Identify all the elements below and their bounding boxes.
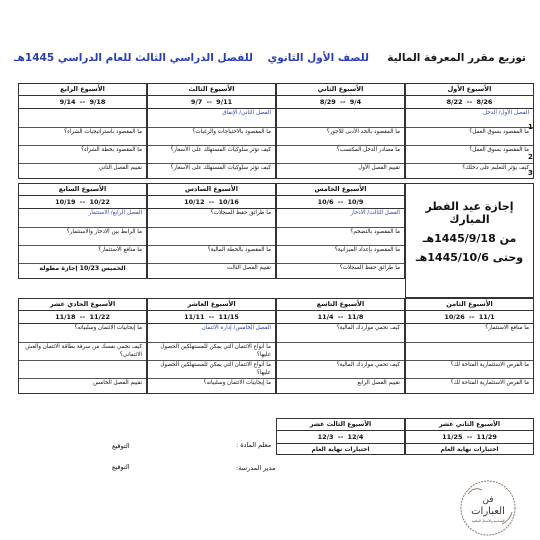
week-dates: 9/7 -- 9/11 [148, 96, 275, 109]
lesson-row [277, 109, 404, 128]
week-cell [276, 83, 405, 179]
exam-text: اختبارات نهاية العام [440, 446, 499, 453]
row-number: 1 [528, 123, 533, 131]
lesson-row: ما المقصود بالحد الأدنى للأجور؟ [277, 128, 404, 146]
lesson-row: ما المقصود بالاحتياجات والرغبات؟ [148, 128, 275, 146]
week-dates: 10/19 -- 10/22 [19, 196, 146, 209]
lesson-row: كيف تؤثر سلوكيات المستهلك على الأسعار؟ [170, 165, 271, 171]
exam-label: الأسبوع الثاني عشر [406, 419, 533, 431]
lesson-row: كيف تحمي مواردك المالية؟ [277, 361, 404, 379]
week-label: الأسبوع الرابع [19, 84, 146, 96]
week-dates: 11/4 -- 11/8 [277, 311, 404, 324]
logo-line1: فن [482, 495, 494, 505]
publisher-logo [452, 478, 524, 536]
signature-label-2: التوقيع [112, 463, 130, 471]
week-dates: 11/11 -- 11/15 [148, 311, 275, 324]
lesson-row: ما مصادر الدخل المكتسب؟ [277, 146, 404, 164]
lesson-row: ما الفرص الاستثمارية المتاحة لك؟ [406, 361, 533, 379]
lesson-row [277, 343, 404, 361]
week-dates: 9/14 -- 9/18 [19, 96, 146, 109]
lesson-row: ما إيجابيات الائتمان وسلبياته؟ [19, 324, 146, 343]
week-label: الأسبوع الخامس [277, 184, 404, 196]
lesson-row: الفصل الأول/ الدخل [406, 109, 533, 128]
exam-week-cell [276, 418, 405, 455]
lesson-row: ما المقصود بسوق العمل؟ [406, 146, 533, 164]
holiday-line2: من 1445/9/18هـ [422, 232, 517, 245]
lesson-row: ما المقصود بإعداد الميزانية؟ [277, 246, 404, 264]
exam-label: الأسبوع الثالث عشر [277, 419, 404, 431]
lesson-row: ما منافع الاستثمار؟ [406, 324, 533, 343]
week-dates: 10/26 -- 11/1 [406, 311, 533, 324]
week-cell [18, 298, 147, 394]
lesson-row: ما الرابط بين الادخار والاستثمار؟ [19, 228, 146, 246]
exam-dates: 11/25 -- 11/29 [406, 431, 533, 444]
lesson-row: كيف تؤثر سلوكيات المستهلك على الأسعار؟ [148, 146, 275, 164]
week-label: الأسبوع السادس [148, 184, 275, 196]
week-cell [276, 298, 405, 394]
week-cell [147, 183, 276, 279]
lesson-row: ما أنواع الائتمان التي يمكن للمستهلكين الحصول عليها؟ [148, 343, 275, 361]
week-label: الأسبوع العاشر [148, 299, 275, 311]
lesson-row [19, 361, 146, 379]
week-cell [405, 83, 534, 179]
week-label: الأسبوع السابع [19, 184, 146, 196]
week-label: الأسبوع الثالث [148, 84, 275, 96]
week-label: الأسبوع الثامن [406, 299, 533, 311]
row-number: 3 [528, 169, 533, 177]
week-dates: 11/18 -- 11/22 [19, 311, 146, 324]
title-term: للفصل الدراسي الثالث للعام الدراسي 1445هـ [14, 52, 253, 64]
lesson-row: تقييم الفصل الخامس [93, 380, 142, 386]
week-cell [405, 298, 534, 394]
week-label: الأسبوع الثاني [277, 84, 404, 96]
lesson-row: ما أنواع الائتمان التي يمكن للمستهلكين الحصول عليها؟ [148, 361, 275, 379]
lesson-row: ما المقصود باستراتيجيات الشراء؟ [19, 128, 146, 146]
week-dates: 10/6 -- 10/9 [277, 196, 404, 209]
lesson-row [19, 109, 146, 128]
week-dates: 8/22 -- 8/26 [406, 96, 533, 109]
week-dates: 8/29 -- 9/4 [277, 96, 404, 109]
lesson-row: ما طرائق حفظ السجلات؟ [148, 209, 275, 228]
lesson-row: ما المقصود بسوق العمل؟ [406, 128, 533, 146]
lesson-row: الفصل الرابع/ الاستثمار [19, 209, 146, 228]
lesson-row: تقييم الفصل الرابع [357, 380, 400, 386]
week-cell [18, 83, 147, 179]
exam-week-cell [405, 418, 534, 455]
lesson-row: ما منافع الاستثمار؟ [19, 246, 146, 264]
lesson-row: الخميس 10/23 إجازة مطولة [39, 265, 126, 272]
lesson-row: كيف تحمي مواردك المالية؟ [277, 324, 404, 343]
holiday-line1: إجازة عيد الفطر المبارك [425, 200, 514, 226]
lesson-row: ما المقصود بالتضخم؟ [277, 228, 404, 246]
week-label: الأسبوع التاسع [277, 299, 404, 311]
logo-line3: للتصاميم والأعمال المكتبية [471, 519, 505, 523]
exam-text: اختبارات نهاية العام [311, 446, 370, 453]
lesson-row: ما المقصود بالخطة المالية؟ [148, 246, 275, 264]
title-subject: توزيع مقرر المعرفة المالية [387, 52, 526, 64]
schedule-table [14, 83, 534, 478]
lesson-row: ما المقصود بخطة الشراء؟ [19, 146, 146, 164]
page-title [0, 52, 540, 64]
exam-dates: 12/3 -- 12/4 [277, 431, 404, 444]
holiday-line3: وحتى 1445/10/6هـ [415, 251, 524, 264]
lesson-row: الفصل الثالث/ الادخار [277, 209, 404, 228]
row-number: 2 [528, 153, 533, 161]
principal-label: مدير المدرسة: [236, 464, 276, 472]
week-cell [18, 183, 147, 279]
lesson-row: الفصل الثاني/ الإنفاق [148, 109, 275, 128]
signature-label-1: التوقيع [112, 442, 130, 450]
week-cell [276, 183, 405, 279]
title-grade: للصف الأول الثانوي [267, 52, 369, 64]
lesson-row: كيف يؤثر التعليم على دخلك؟ [462, 165, 529, 171]
lesson-row: تقييم الفصل الثالث [226, 265, 271, 271]
lesson-row [406, 343, 533, 361]
lesson-row: تقييم الفصل الثاني [98, 165, 142, 171]
week-cell [147, 83, 276, 179]
lesson-row: كيف تحمي نفسك من سرقة بطاقة الائتمان والغش الائتماني؟ [19, 343, 146, 361]
week-dates: 10/12 -- 10/16 [148, 196, 275, 209]
lesson-row: الفصل الخامس/ إدارة الائتمان [148, 324, 275, 343]
lesson-row: تقييم الفصل الأول [358, 165, 400, 171]
week-label: الأسبوع الحادي عشر [19, 299, 146, 311]
lesson-row [148, 228, 275, 246]
teacher-label: معلم المادة : [236, 441, 272, 449]
week-cell [147, 298, 276, 394]
eid-holiday-note [405, 183, 534, 298]
week-label: الأسبوع الأول [406, 84, 533, 96]
logo-line2: العبارات [471, 506, 505, 517]
lesson-row: ما طرائق حفظ السجلات؟ [339, 265, 400, 271]
lesson-row: ما الفرص الاستثمارية المتاحة لك؟ [450, 380, 529, 386]
lesson-row: ما إيجابيات الائتمان وسلبياته؟ [203, 380, 271, 386]
